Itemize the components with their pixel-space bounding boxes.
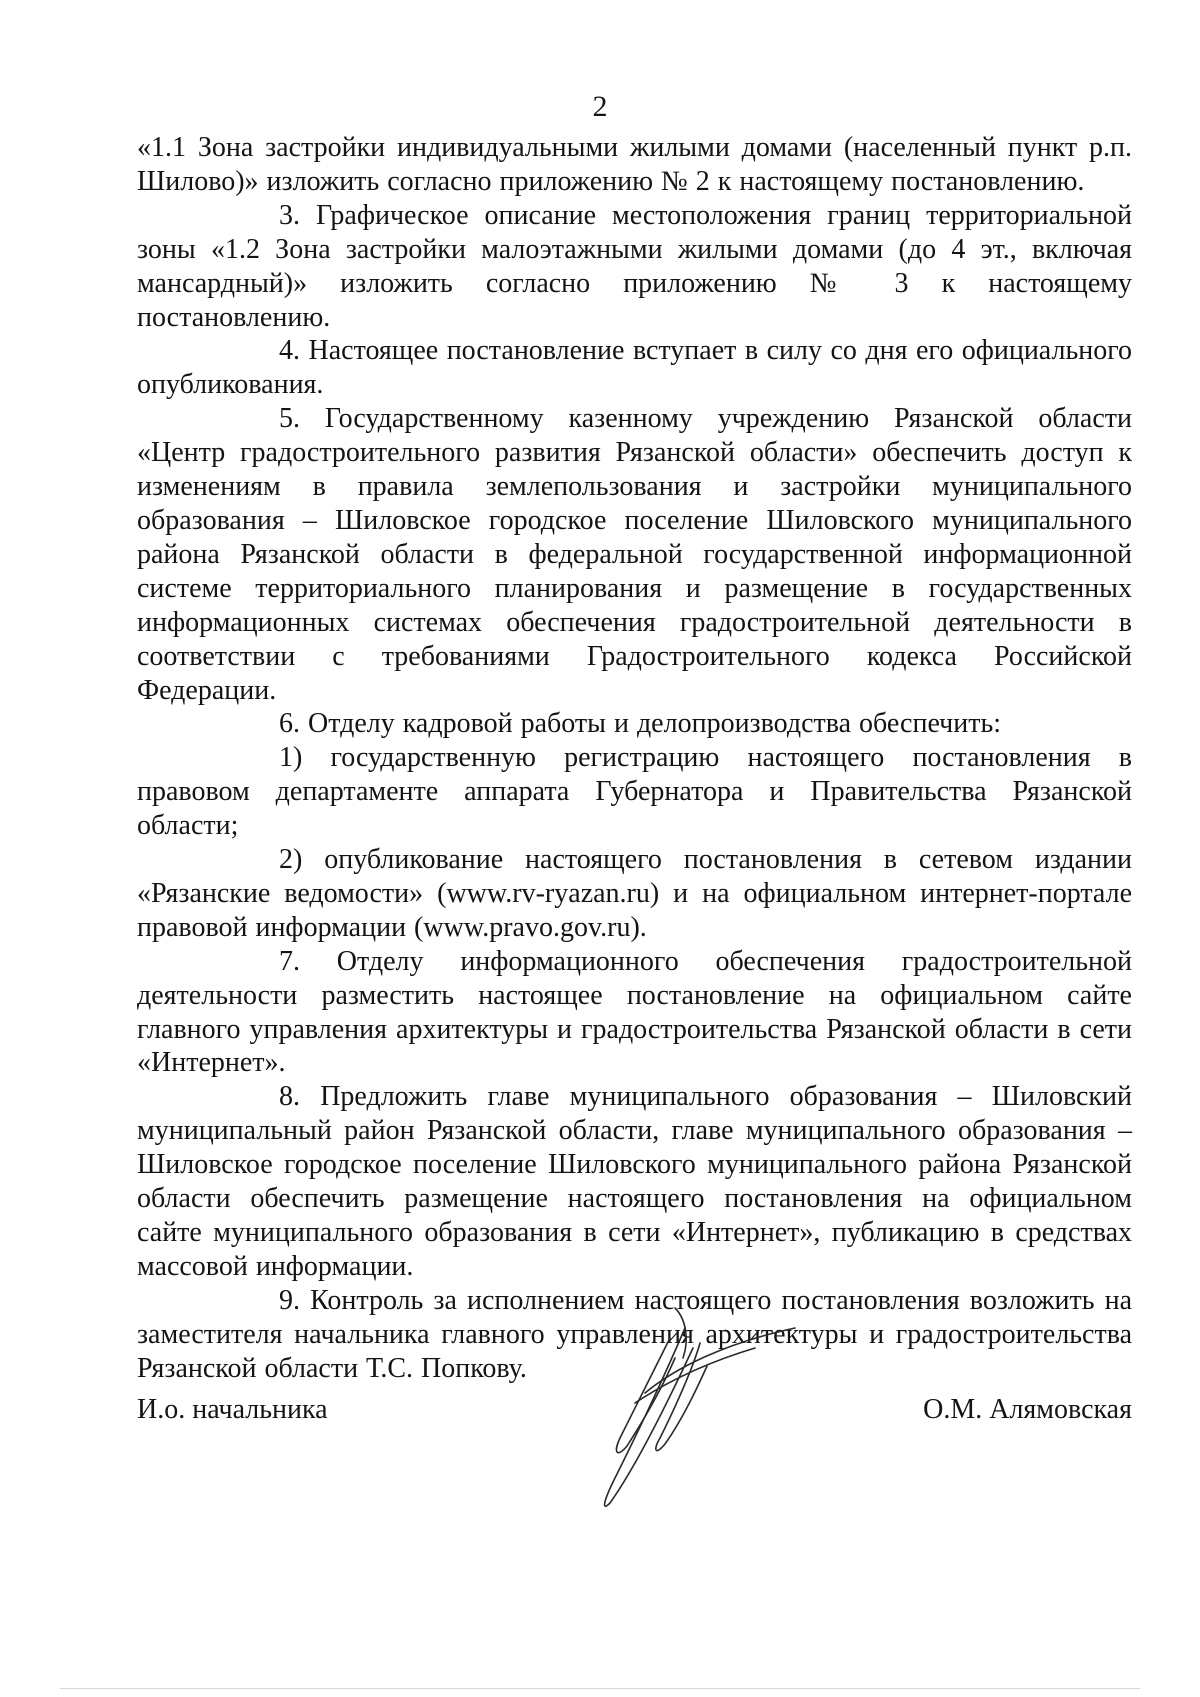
paragraph-text: Государственному казенному учреждению Рязанской области «Центр градостроительного развития Рязанской области» обеспечить доступ к изменениям в правила землепользования и застройки муниципального образования – Шиловское городское поселение Шиловского муниципального района Рязанской области в федеральной государственной информационной системе территориального планирования и размещение в государственных информационных системах обеспечения градостроительной деятельности в соответствии с требованиями Градостроительного кодекса Российской Федерации. bbox=[137, 403, 1132, 706]
paragraph-number: 7. bbox=[279, 945, 300, 977]
paragraph-number: 1) bbox=[279, 742, 303, 774]
paragraph-subitem-2 bbox=[137, 843, 1132, 945]
signature-block bbox=[137, 1393, 1132, 1433]
page-bottom-edge bbox=[60, 1688, 1140, 1689]
paragraph-subitem-1 bbox=[137, 741, 1132, 843]
paragraph-item-8 bbox=[137, 1080, 1132, 1283]
paragraph-text: Настоящее постановление вступает в силу со дня его официального опубликования. bbox=[137, 335, 1132, 401]
paragraph-text: Отделу кадровой работы и делопроизводства обеспечить: bbox=[308, 708, 1002, 740]
paragraph-number: 9. bbox=[279, 1284, 300, 1316]
paragraph-text: государственную регистрацию настоящего постановления в правовом департаменте аппарата Губернатора и Правительства Рязанской области; bbox=[137, 742, 1133, 842]
paragraph-text: Графическое описание местоположения границ территориальной зоны «1.2 Зона застройки малоэтажными жилыми домами (до 4 эт., включая мансардный)» изложить согласно приложению № 3 к настоящему постановлению. bbox=[137, 199, 1132, 333]
paragraph-text: «1.1 Зона застройки индивидуальными жилыми домами (населенный пункт р.п. Шилово)» изложить согласно приложению № 2 к настоящему постановлению. bbox=[137, 132, 1132, 197]
paragraph-item-7 bbox=[137, 945, 1132, 1081]
paragraph-text: Контроль за исполнением настоящего постановления возложить на заместителя начальника главного управления архитектуры и градостроительства Рязанской области Т.С. Попкову. bbox=[137, 1284, 1133, 1384]
signatory-position: И.о. начальника bbox=[137, 1394, 328, 1425]
paragraph-number: 5. bbox=[279, 403, 300, 435]
paragraph-number: 8. bbox=[279, 1081, 300, 1113]
signatory-name: О.М. Алямовская bbox=[923, 1394, 1132, 1425]
page-number: 2 bbox=[592, 90, 608, 123]
paragraph-text: Предложить главе муниципального образования – Шиловский муниципальный район Рязанской области, главе муниципального образования – Шиловское городское поселение Шиловского муниципального района Рязанской области обеспечить размещение настоящего постановления на официальном сайте муниципального образования в сети «Интернет», публикацию в средствах массовой информации. bbox=[137, 1081, 1132, 1282]
paragraph-item-4 bbox=[137, 334, 1132, 402]
paragraph-item-6 bbox=[137, 707, 1132, 741]
paragraph-number: 6. bbox=[279, 708, 300, 740]
paragraph-text: опубликование настоящего постановления в сетевом издании «Рязанские ведомости» (www.rv-ryazan.ru) и на официальном интернет-портале правовой информации (www.pravo.gov.ru). bbox=[137, 844, 1133, 943]
paragraph-text: Отделу информационного обеспечения градостроительной деятельности разместить настоящее постановление на официальном сайте главного управления архитектуры и градостроительства Рязанской области в сети «Интернет». bbox=[137, 945, 1132, 1079]
paragraph-item-3 bbox=[137, 199, 1132, 335]
paragraph-number: 4. bbox=[279, 335, 300, 367]
paragraph-number: 2) bbox=[279, 844, 303, 876]
paragraph-number: 3. bbox=[279, 199, 300, 231]
document-body bbox=[137, 131, 1132, 1386]
paragraph-item-5 bbox=[137, 402, 1132, 707]
paragraph-zone-1-1 bbox=[137, 131, 1132, 199]
